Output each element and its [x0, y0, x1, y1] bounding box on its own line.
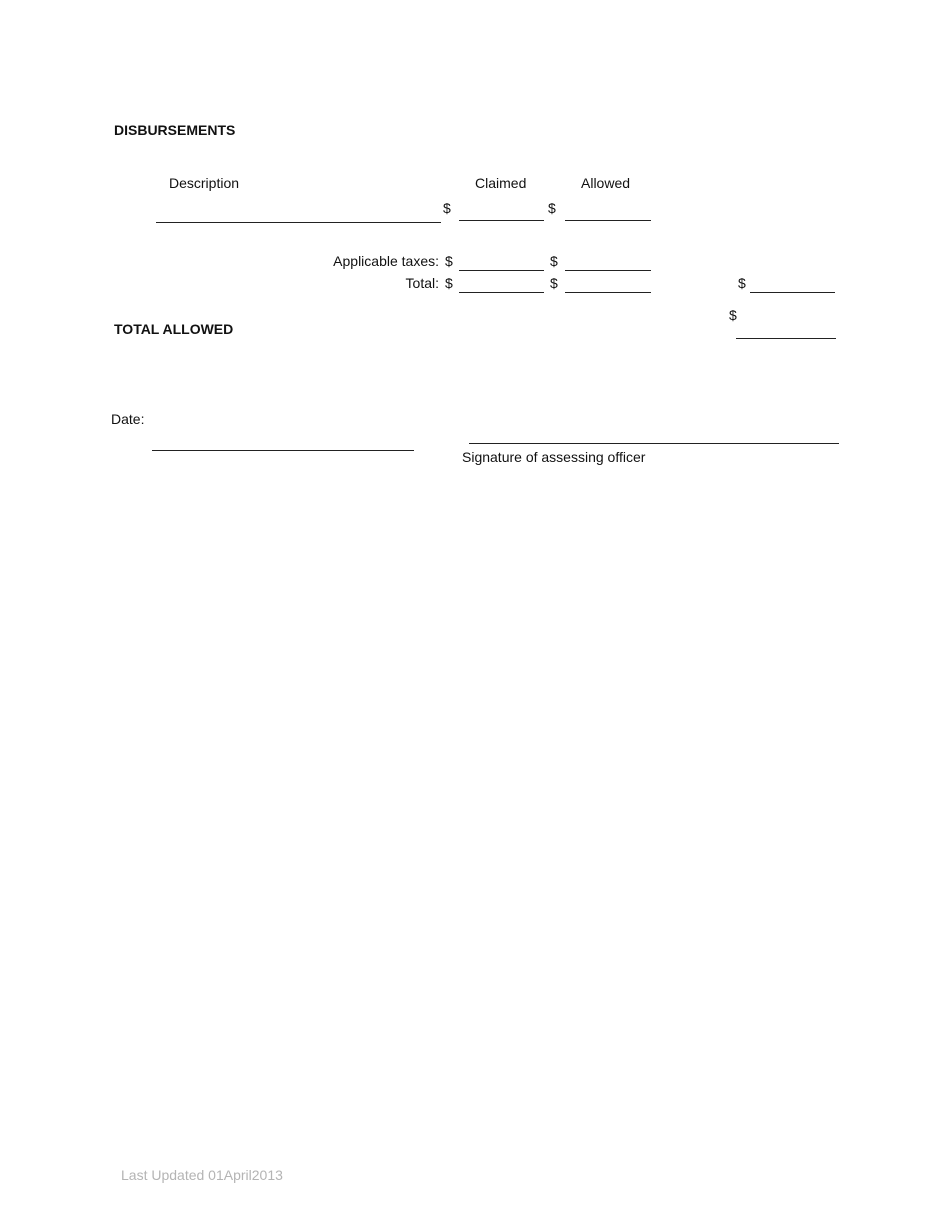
section-title: DISBURSEMENTS [114, 122, 236, 138]
taxes-claimed-currency-symbol: $ [445, 253, 453, 269]
total-claimed-currency-symbol: $ [445, 275, 453, 291]
total-right-currency-symbol: $ [738, 275, 746, 291]
claimed-currency-symbol: $ [443, 200, 451, 216]
total-right-field-line[interactable] [750, 292, 835, 293]
taxes-allowed-currency-symbol: $ [550, 253, 558, 269]
total-label: Total: [405, 275, 439, 291]
total-claimed-field-line[interactable] [459, 292, 544, 293]
total-allowed-field-line[interactable] [736, 338, 836, 339]
taxes-allowed-field-line[interactable] [565, 270, 651, 271]
total-allowed-currency-symbol: $ [729, 307, 737, 323]
taxes-claimed-field-line[interactable] [459, 270, 544, 271]
footer-last-updated: Last Updated 01April2013 [121, 1167, 283, 1183]
total-allowed-label: TOTAL ALLOWED [114, 321, 234, 337]
column-header-description: Description [169, 175, 240, 191]
column-header-allowed: Allowed [581, 175, 631, 191]
description-field-line[interactable] [156, 222, 441, 223]
date-field-line[interactable] [152, 450, 414, 451]
signature-label: Signature of assessing officer [462, 449, 646, 465]
total-allowed-field-line[interactable] [565, 292, 651, 293]
total-allowed-currency-symbol: $ [550, 275, 558, 291]
claimed-field-line[interactable] [459, 220, 544, 221]
column-header-claimed: Claimed [475, 175, 527, 191]
allowed-field-line[interactable] [565, 220, 651, 221]
signature-field-line[interactable] [469, 443, 839, 444]
applicable-taxes-label: Applicable taxes: [333, 253, 439, 269]
date-label: Date: [111, 411, 145, 427]
allowed-currency-symbol: $ [548, 200, 556, 216]
